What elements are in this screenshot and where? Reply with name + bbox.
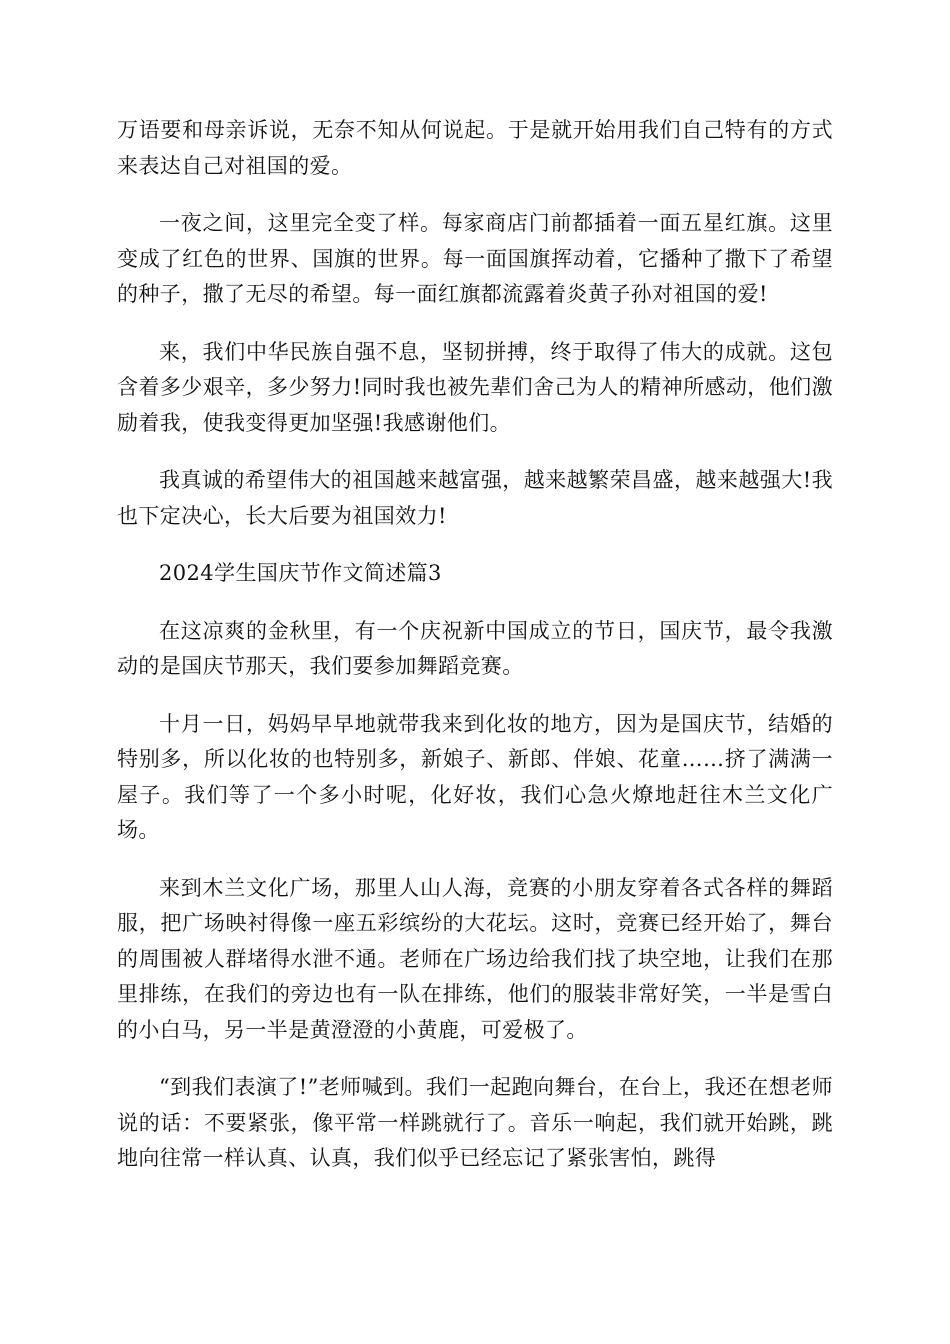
paragraph-continuation: 万语要和母亲诉说，无奈不知从何说起。于是就开始用我们自己特有的方式来表达自己对祖国的爱。: [117, 118, 833, 178]
paragraph-performance: “到我们表演了!”老师喊到。我们一起跑向舞台，在台上，我还在想老师说的话：不要紧张，像平常一样跳就行了。音乐一响起，我们就开始跳，跳地向往常一样认真、认真，我们似乎已经忘记了紧张害怕，跳得: [117, 1075, 833, 1170]
paragraph-plaza: 来到木兰文化广场，那里人山人海，竞赛的小朋友穿着各式各样的舞蹈服，把广场映衬得像一座五彩缤纷的大花坛。这时，竞赛已经开始了，舞台的周围被人群堵得水泄不通。老师在广场边给我们找了块空地，让我们在那里排练，在我们的旁边也有一队在排练，他们的服装非常好笑，一半是雪白的小白马，另一半是黄澄澄的小黄鹿，可爱极了。: [117, 875, 833, 1042]
paragraph-flags: 一夜之间，这里完全变了样。每家商店门前都插着一面五星红旗。这里变成了红色的世界、国旗的世界。每一面国旗挥动着，它播种了撒下了希望的种子，撒了无尽的希望。每一面红旗都流露着炎黄子孙对祖国的爱!: [117, 211, 833, 306]
document-body: [117, 113, 833, 1199]
paragraph-autumn: 在这凉爽的金秋里，有一个庆祝新中国成立的节日，国庆节，最令我激动的是国庆节那天，我们要参加舞蹈竞赛。: [117, 618, 833, 678]
paragraph-makeup: 十月一日，妈妈早早地就带我来到化妆的地方，因为是国庆节，结婚的特别多，所以化妆的也特别多，新娘子、新郎、伴娘、花童……挤了满满一屋子。我们等了一个多小时呢，化好妆，我们心急火燎地赶往木兰文化广场。: [117, 711, 833, 842]
paragraph-achievement: 来，我们中华民族自强不息，坚韧拼搏，终于取得了伟大的成就。这包含着多少艰辛，多少努力!同时我也被先辈们舍己为人的精神所感动，他们激励着我，使我变得更加坚强!我感谢他们。: [117, 339, 833, 435]
section-heading: 2024学生国庆节作文简述篇3: [159, 561, 442, 585]
paragraph-wish: 我真诚的希望伟大的祖国越来越富强，越来越繁荣昌盛，越来越强大!我也下定决心，长大后要为祖国效力!: [117, 468, 833, 528]
